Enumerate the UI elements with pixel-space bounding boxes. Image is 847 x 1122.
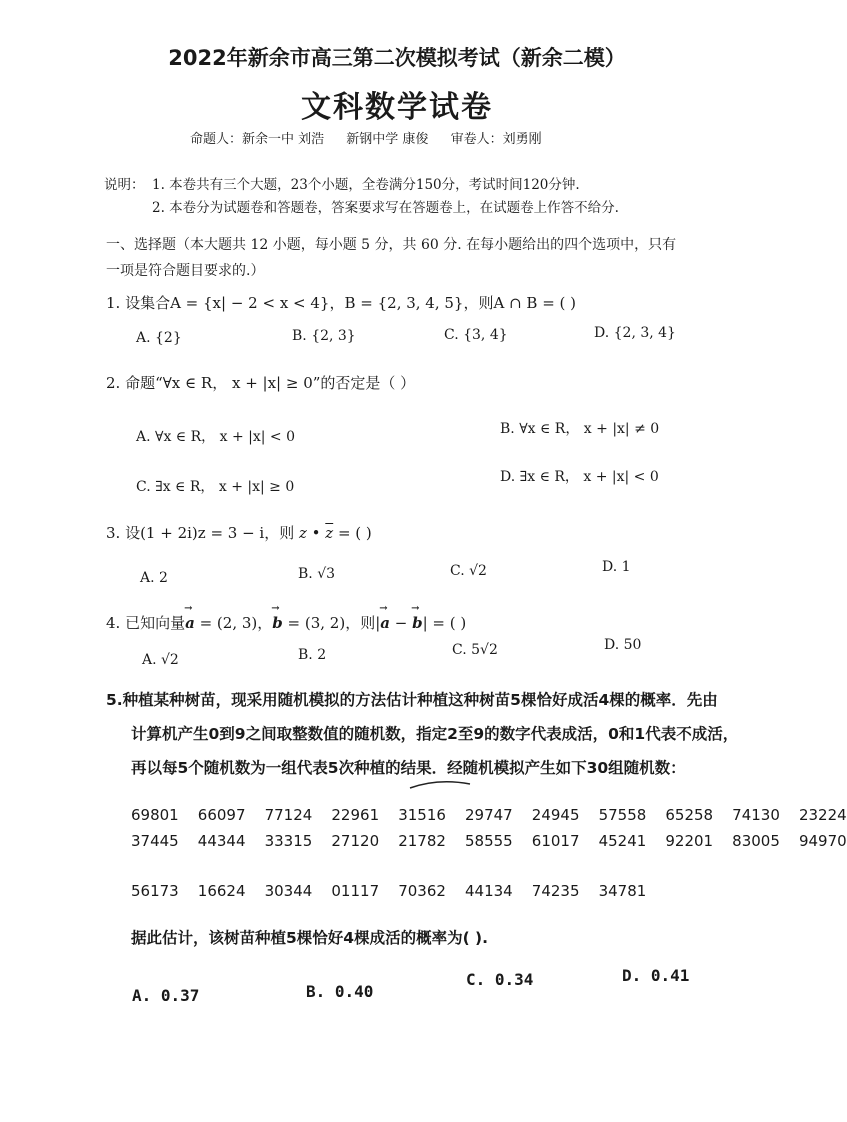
q5-line-3: 再以每5个随机数为一组代表5次种植的结果．经随机模拟产生如下30组随机数： bbox=[131, 759, 686, 777]
random-number: 45241 bbox=[598, 832, 647, 850]
section-heading-cont: 一项是符合题目要求的.） bbox=[106, 263, 265, 279]
q3-option-b: B. √3 bbox=[298, 566, 336, 582]
exam-title: 2022年新余市高三第二次模拟考试（新余二模） bbox=[168, 46, 626, 70]
vector-b: → b bbox=[272, 614, 283, 632]
question-4 bbox=[106, 612, 466, 633]
q4-option-d: D. 50 bbox=[604, 637, 642, 653]
q4-stem-start: 4. 已知向量 bbox=[106, 614, 186, 632]
q3-z: z • bbox=[299, 524, 326, 542]
random-number: 74235 bbox=[531, 882, 580, 900]
section-heading: 一、选择题（本大题共 12 小题，每小题 5 分，共 60 分. 在每小题给出的四个选项中，只有 bbox=[106, 237, 677, 253]
q2-option-a: A. ∀x ∈ R， x + |x| < 0 bbox=[136, 429, 296, 445]
random-row-1 bbox=[131, 806, 847, 824]
vector-b-2: → b bbox=[412, 614, 423, 632]
random-number: 23224 bbox=[798, 806, 847, 824]
q2-option-c: C. ∃x ∈ R， x + |x| ≥ 0 bbox=[136, 479, 295, 495]
random-number: 74130 bbox=[732, 806, 780, 824]
reviewer: 审卷人：刘勇刚 bbox=[450, 132, 542, 147]
random-number: 30344 bbox=[264, 882, 313, 900]
random-number: 56173 bbox=[131, 882, 179, 900]
q1-option-c: C. {3, 4} bbox=[444, 327, 508, 343]
random-number: 27120 bbox=[331, 832, 380, 850]
random-number: 33315 bbox=[264, 832, 313, 850]
random-number: 94970 bbox=[798, 832, 847, 850]
random-number: 01117 bbox=[331, 882, 380, 900]
question-2: 2. 命题“∀x ∈ R， x + |x| ≥ 0”的否定是（ ） bbox=[106, 374, 416, 392]
vector-a: → a bbox=[185, 614, 195, 632]
q2-option-b: B. ∀x ∈ R， x + |x| ≠ 0 bbox=[500, 421, 660, 437]
random-number: 77124 bbox=[264, 806, 313, 824]
random-number: 65258 bbox=[665, 806, 714, 824]
random-number: 21782 bbox=[398, 832, 446, 850]
q3-option-c: C. √2 bbox=[450, 563, 487, 579]
q4-stem-4: − bbox=[390, 614, 413, 632]
q5-option-d: D. 0.41 bbox=[622, 966, 690, 985]
q5-option-a: A. 0.37 bbox=[132, 986, 200, 1005]
random-number: 83005 bbox=[732, 832, 780, 850]
q2-option-d: D. ∃x ∈ R， x + |x| < 0 bbox=[500, 469, 659, 485]
random-number: 34781 bbox=[598, 882, 647, 900]
random-number: 58555 bbox=[464, 832, 513, 850]
q3-stem-end: = ( ) bbox=[333, 524, 372, 542]
random-number: 44134 bbox=[464, 882, 513, 900]
random-number: 16624 bbox=[197, 882, 246, 900]
random-row-2 bbox=[131, 832, 847, 850]
random-number: 29747 bbox=[464, 806, 513, 824]
q5-question: 据此估计，该树苗种植5棵恰好4棵成活的概率为( ). bbox=[131, 929, 489, 947]
author-1: 命题人：新余一中 刘浩 bbox=[190, 132, 325, 147]
q4-option-b: B. 2 bbox=[298, 647, 327, 663]
q3-option-d: D. 1 bbox=[602, 559, 631, 575]
q5-line-2: 计算机产生0到9之间取整数值的随机数，指定2至9的数字代表成活，0和1代表不成活， bbox=[131, 725, 739, 743]
instruction-1: 1. 本卷共有三个大题，23个小题，全卷满分150分，考试时间120分钟. bbox=[152, 177, 580, 193]
q1-option-a: A. {2} bbox=[136, 330, 182, 346]
q1-option-b: B. {2, 3} bbox=[292, 328, 356, 344]
random-number: 70362 bbox=[398, 882, 446, 900]
q5-option-c: C. 0.34 bbox=[466, 970, 534, 989]
random-number: 66097 bbox=[197, 806, 246, 824]
random-number: 92201 bbox=[665, 832, 714, 850]
instruction-2: 2. 本卷分为试题卷和答题卷，答案要求写在答题卷上，在试题卷上作答不给分. bbox=[152, 200, 619, 216]
vector-a-2: → a bbox=[380, 614, 390, 632]
q1-option-d: D. {2, 3, 4} bbox=[594, 325, 676, 341]
q3-z-conjugate: $\overline{z}$ bbox=[325, 524, 334, 542]
random-number: 24945 bbox=[531, 806, 580, 824]
question-1: 1. 设集合A = {x| − 2 < x < 4}，B = {2, 3, 4, 5}，则A ∩ B = ( ) bbox=[106, 294, 577, 312]
random-number: 22961 bbox=[331, 806, 380, 824]
q4-stem-2: = (2, 3)， bbox=[194, 614, 273, 632]
author-2: 新钢中学 康俊 bbox=[346, 132, 429, 147]
q4-option-c: C. 5√2 bbox=[452, 642, 498, 658]
random-number: 44344 bbox=[197, 832, 246, 850]
random-number: 57558 bbox=[598, 806, 647, 824]
random-number: 69801 bbox=[131, 806, 179, 824]
random-number: 31516 bbox=[398, 806, 446, 824]
exam-subtitle: 文科数学试卷 bbox=[301, 90, 493, 125]
pen-underline-mark bbox=[408, 778, 472, 792]
q5-option-b: B. 0.40 bbox=[306, 982, 374, 1001]
instructions-label: 说明： bbox=[104, 177, 145, 193]
random-row-3 bbox=[131, 882, 646, 900]
q4-option-a: A. √2 bbox=[142, 652, 179, 668]
random-number: 61017 bbox=[531, 832, 580, 850]
random-number: 37445 bbox=[131, 832, 179, 850]
q4-stem-end: | = ( ) bbox=[422, 614, 467, 632]
question-3 bbox=[106, 522, 372, 543]
q4-stem-3: = (3, 2)，则| bbox=[282, 614, 381, 632]
authors-line bbox=[190, 128, 560, 147]
q5-line-1: 5.种植某种树苗，现采用随机模拟的方法估计种植这种树苗5棵恰好成活4棵的概率．先由 bbox=[106, 691, 718, 709]
q3-stem-start: 3. 设(1 + 2i)z = 3 − i，则 bbox=[106, 524, 299, 542]
q3-option-a: A. 2 bbox=[140, 570, 168, 586]
